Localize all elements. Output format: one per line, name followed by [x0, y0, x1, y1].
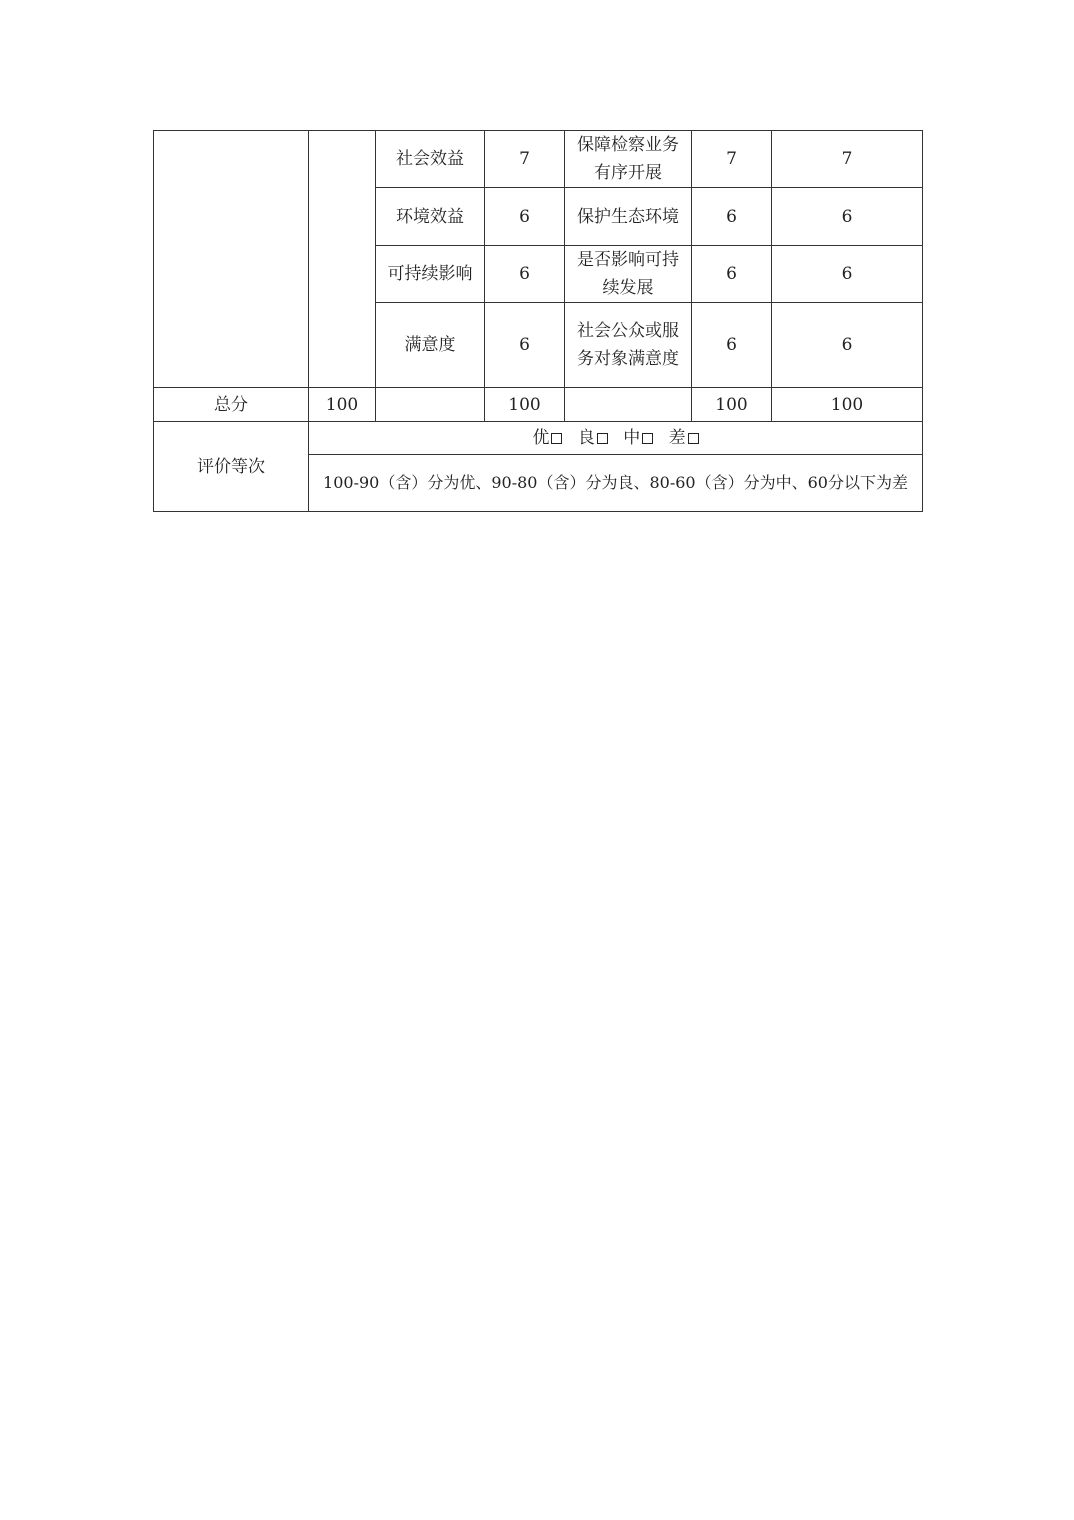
checkbox-icon[interactable] — [551, 433, 562, 444]
indicator-cell: 可持续影响 — [376, 246, 485, 303]
score-cell: 6 — [692, 246, 772, 303]
indicator-cell: 社会效益 — [376, 131, 485, 188]
standard-cell: 保障检察业务有序开展 — [565, 131, 692, 188]
total-value: 100 — [485, 388, 565, 422]
grade-option-excellent: 优 — [532, 428, 550, 448]
table-row — [154, 131, 923, 188]
weight-cell: 6 — [485, 246, 565, 303]
checkbox-icon[interactable] — [688, 433, 699, 444]
checkbox-icon[interactable] — [597, 433, 608, 444]
score-cell: 6 — [692, 303, 772, 388]
indicator-cell: 满意度 — [376, 303, 485, 388]
weight-cell: 6 — [485, 303, 565, 388]
standard-cell: 社会公众或服务对象满意度 — [565, 303, 692, 388]
score-cell: 6 — [772, 246, 923, 303]
score-cell: 6 — [772, 188, 923, 246]
checkbox-icon[interactable] — [642, 433, 653, 444]
score-cell: 6 — [772, 303, 923, 388]
total-blank — [376, 388, 485, 422]
grade-rule-text: 100-90（含）分为优、90-80（含）分为良、80-60（含）分为中、60分以下为差 — [309, 455, 923, 512]
grade-options — [309, 422, 923, 455]
score-cell: 7 — [692, 131, 772, 188]
standard-cell: 是否影响可持续发展 — [565, 246, 692, 303]
score-cell: 7 — [772, 131, 923, 188]
total-value: 100 — [692, 388, 772, 422]
total-blank — [565, 388, 692, 422]
total-row — [154, 388, 923, 422]
grade-option-good: 良 — [577, 428, 595, 448]
total-label: 总分 — [154, 388, 309, 422]
score-cell: 6 — [692, 188, 772, 246]
total-value: 100 — [309, 388, 376, 422]
grade-row — [154, 422, 923, 455]
grade-option-poor: 差 — [668, 428, 686, 448]
weight-cell: 7 — [485, 131, 565, 188]
total-value: 100 — [772, 388, 923, 422]
merged-blank-cell — [309, 131, 376, 388]
weight-cell: 6 — [485, 188, 565, 246]
merged-blank-cell — [154, 131, 309, 388]
standard-cell: 保护生态环境 — [565, 188, 692, 246]
evaluation-table — [153, 130, 923, 512]
grade-label: 评价等次 — [154, 422, 309, 512]
grade-option-medium: 中 — [623, 428, 641, 448]
indicator-cell: 环境效益 — [376, 188, 485, 246]
